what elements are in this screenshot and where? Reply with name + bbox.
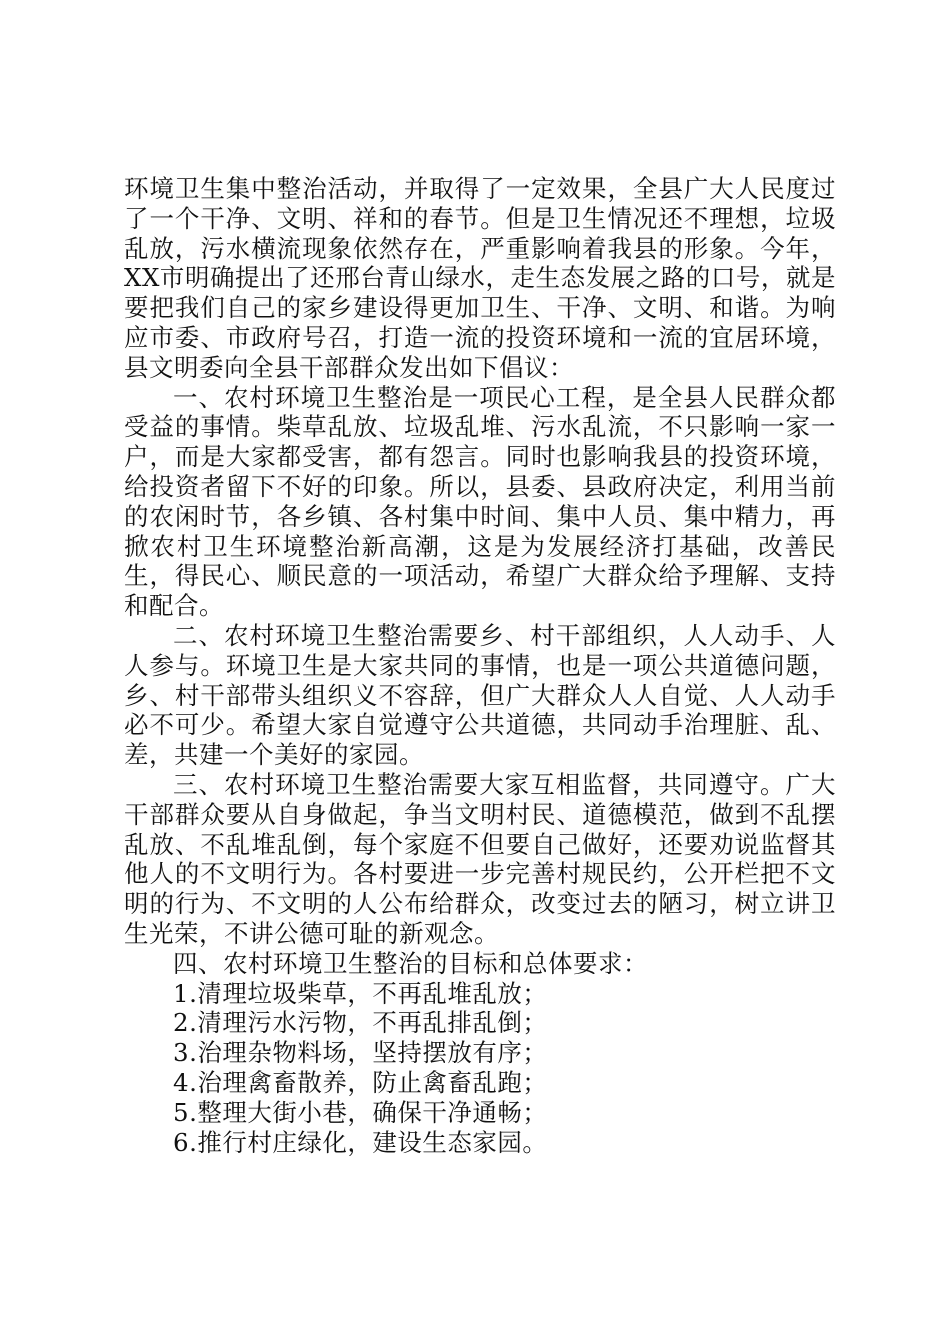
document-body: [124, 174, 836, 1157]
paragraph-point-two: 二、农村环境卫生整治需要乡、村干部组织，人人动手、人人参与。环境卫生是大家共同的事情，也是一项公共道德问题，乡、村干部带头组织义不容辞，但广大群众人人自觉、人人动手必不可少。希望大家自觉遵守公共道德，共同动手治理脏、乱、差，共建一个美好的家园。: [124, 620, 836, 770]
paragraph-point-three: 三、农村环境卫生整治需要大家互相监督，共同遵守。广大干部群众要从自身做起，争当文明村民、道德模范，做到不乱摆乱放、不乱堆乱倒，每个家庭不但要自己做好，还要劝说监督其他人的不文明行为。各村要进一步完善村规民约，公开栏把不文明的行为、不文明的人公布给群众，改变过去的陋习，树立讲卫生光荣，不讲公德可耻的新观念。: [124, 769, 836, 948]
paragraph-intro: 环境卫生集中整治活动，并取得了一定效果，全县广大人民度过了一个干净、文明、祥和的春节。但是卫生情况还不理想，垃圾乱放，污水横流现象依然存在，严重影响着我县的形象。今年，XX市明确提出了还邢台青山绿水，走生态发展之路的口号，就是要把我们自己的家乡建设得更加卫生、干净、文明、和谐。为响应市委、市政府号召，打造一流的投资环境和一流的宜居环境，县文明委向全县干部群众发出如下倡议：: [124, 174, 836, 382]
list-item: 6.推行村庄绿化，建设生态家园。: [173, 1127, 548, 1157]
list-item: 1.清理垃圾柴草，不再乱堆乱放；: [173, 978, 548, 1008]
list-item: 3.治理杂物料场，坚持摆放有序；: [173, 1038, 548, 1068]
list-item: 4.治理禽畜散养，防止禽畜乱跑；: [173, 1067, 548, 1097]
list-item: 2.清理污水污物，不再乱排乱倒；: [173, 1008, 548, 1038]
paragraph-point-one: 一、农村环境卫生整治是一项民心工程，是全县人民群众都受益的事情。柴草乱放、垃圾乱堆、污水乱流，不只影响一家一户，而是大家都受害，都有怨言。同时也影响我县的投资环境，给投资者留下不好的印象。所以，县委、县政府决定，利用当前的农闲时节，各乡镇、各村集中时间、集中人员、集中精力，再掀农村卫生环境整治新高潮，这是为发展经济打基础，改善民生，得民心、顺民意的一项活动，希望广大群众给予理解、支持和配合。: [124, 382, 836, 621]
list-item: 5.整理大街小巷，确保干净通畅；: [173, 1097, 548, 1127]
paragraph-point-four-heading: 四、农村环境卫生整治的目标和总体要求：: [173, 948, 648, 978]
